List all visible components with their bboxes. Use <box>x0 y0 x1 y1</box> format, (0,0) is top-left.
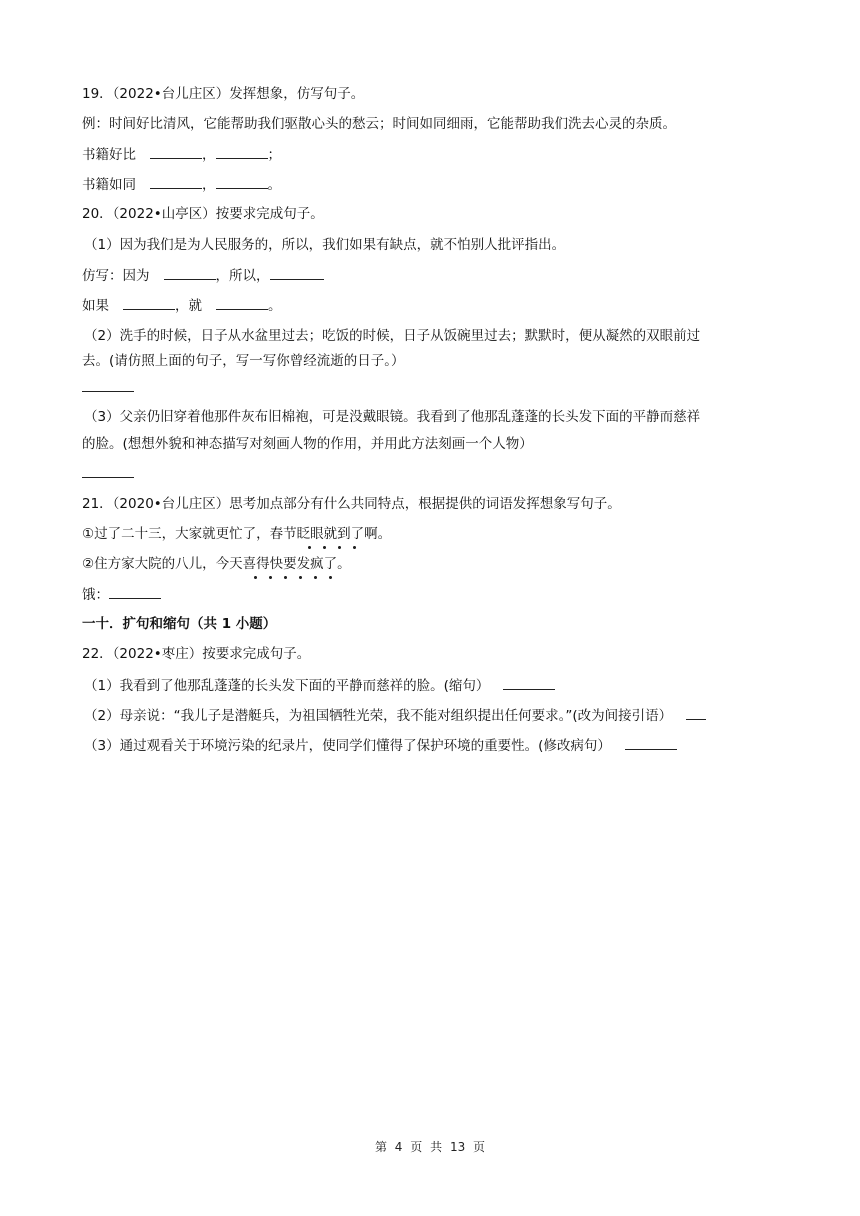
sentence-text: ①过了二十三，大家就更忙了，春节 <box>82 526 297 542</box>
comma: ， <box>202 147 216 163</box>
footer-ye: 页 <box>410 1140 423 1154</box>
hungry-label: 饿： <box>82 587 109 603</box>
q20-p2-line2: 去。(请仿照上面的句子，写一写你曾经流逝的日子。） <box>82 353 405 369</box>
answer-blank[interactable] <box>216 296 268 310</box>
answer-blank[interactable] <box>216 175 268 189</box>
q19-title: 19．（2022•台儿庄区）发挥想象，仿写句子。 <box>82 86 365 102</box>
page-total: 13 <box>449 1140 466 1154</box>
q20-p3-line2: 的脸。(想想外貌和神态描写对刻画人物的作用，并用此方法刻画一个人物） <box>82 436 533 452</box>
q22-p2-text: （2）母亲说：“我儿子是潜艇兵，为祖国牺牲光荣，我不能对组织提出任何要求。”(改为间接引语） <box>84 708 673 724</box>
q21-sentence1 <box>82 525 391 543</box>
q20-imitate <box>82 266 324 285</box>
q21-hungry <box>82 585 161 604</box>
q22-p1-text: （1）我看到了他那乱蓬蓬的长头发下面的平静而慈祥的脸。(缩句） <box>84 678 490 694</box>
page-number: 4 <box>394 1140 403 1154</box>
answer-blank[interactable] <box>82 464 134 478</box>
period: 。 <box>268 298 282 314</box>
q20-p2-answer <box>82 378 134 397</box>
q22-title: 22．（2022•枣庄）按要求完成句子。 <box>82 646 311 662</box>
q20-title: 20．（2022•山亭区）按要求完成句子。 <box>82 206 324 222</box>
q22-p2 <box>84 706 706 725</box>
answer-blank[interactable] <box>270 266 324 280</box>
imitate-label: 仿写：因为 <box>82 268 150 284</box>
footer-di: 第 <box>374 1140 387 1154</box>
answer-blank[interactable] <box>123 296 175 310</box>
answer-blank[interactable] <box>686 706 706 720</box>
q19-line2-prefix: 书籍如同 <box>82 177 136 193</box>
q20-p3-answer <box>82 464 134 483</box>
answer-blank[interactable] <box>109 585 161 599</box>
q21-sentence2 <box>82 555 351 573</box>
answer-blank[interactable] <box>150 175 202 189</box>
semicolon: ； <box>267 147 281 163</box>
q20-p2-line1: （2）洗手的时候，日子从水盆里过去；吃饭的时候，日子从饭碗里过去；默默时，便从凝然的双眼前过 <box>84 328 701 344</box>
q19-line2 <box>82 175 281 194</box>
imitate-mid: ，所以， <box>215 268 270 284</box>
dotted-emphasis: 喜得快要发疯了 <box>242 556 338 572</box>
comma: ， <box>202 177 216 193</box>
if-mid: ，就 <box>175 298 202 314</box>
q21-title: 21．（2020•台儿庄区）思考加点部分有什么共同特点，根据提供的词语发挥想象写句子。 <box>82 496 621 512</box>
dotted-emphasis: 眨眼就到了 <box>296 526 365 542</box>
section-heading: 一十．扩句和缩句（共 1 小题） <box>82 616 277 632</box>
answer-blank[interactable] <box>82 378 134 392</box>
q22-p1 <box>84 676 555 695</box>
sentence-text: 。 <box>337 556 351 572</box>
q19-example: 例：时间好比清风，它能帮助我们驱散心头的愁云；时间如同细雨，它能帮助我们洗去心灵的杂质。 <box>82 116 676 132</box>
answer-blank[interactable] <box>625 736 677 750</box>
q20-p1: （1）因为我们是为人民服务的，所以，我们如果有缺点，就不怕别人批评指出。 <box>84 237 566 253</box>
q20-if <box>82 296 282 315</box>
sentence-text: 啊。 <box>364 526 392 542</box>
answer-blank[interactable] <box>150 145 202 159</box>
answer-blank[interactable] <box>503 676 555 690</box>
answer-blank[interactable] <box>216 145 268 159</box>
q22-p3-text: （3）通过观看关于环境污染的纪录片，使同学们懂得了保护环境的重要性。(修改病句） <box>84 738 611 754</box>
period: 。 <box>267 177 281 193</box>
page-footer <box>0 1138 860 1155</box>
footer-ye: 页 <box>473 1140 486 1154</box>
if-label: 如果 <box>82 298 109 314</box>
q22-p3 <box>84 736 677 755</box>
q19-line1 <box>82 145 281 164</box>
q20-p3-line1: （3）父亲仍旧穿着他那件灰布旧棉袍，可是没戴眼镜。我看到了他那乱蓬蓬的长头发下面的平静而慈祥 <box>84 409 701 425</box>
q19-line1-prefix: 书籍好比 <box>82 147 136 163</box>
answer-blank[interactable] <box>164 266 216 280</box>
footer-gong: 共 <box>430 1140 443 1154</box>
sentence-text: ②住方家大院的八儿，今天 <box>82 556 243 572</box>
